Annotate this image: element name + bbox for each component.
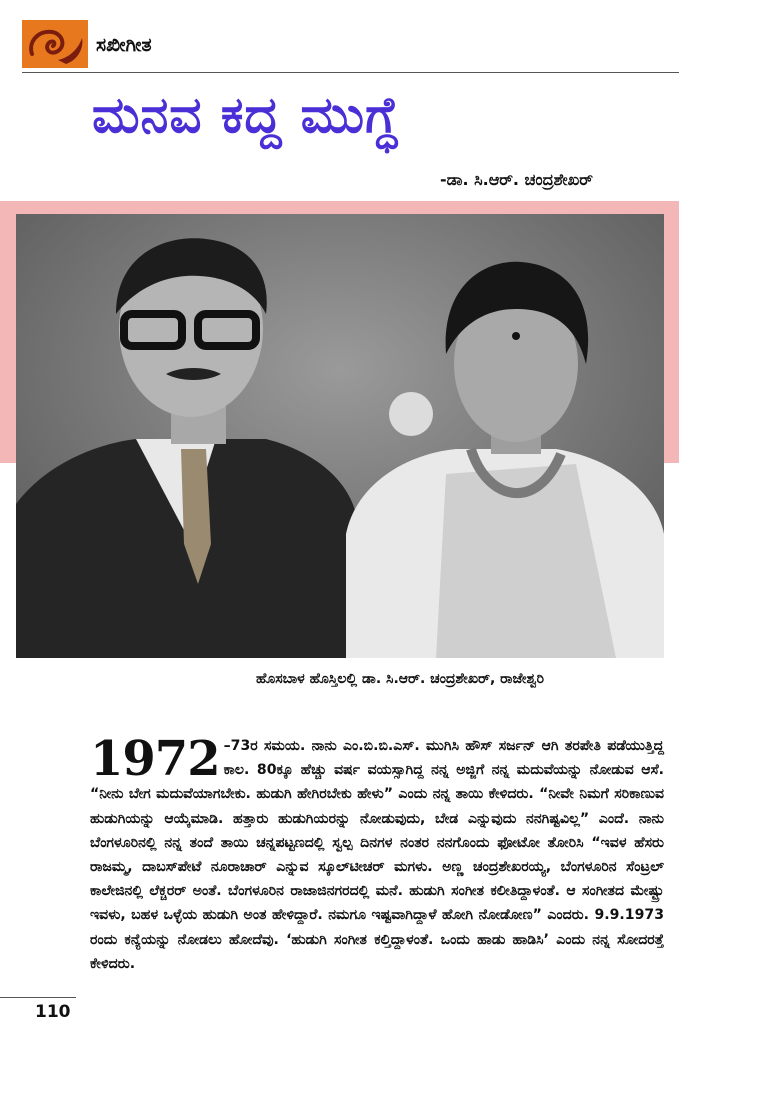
footer-rule xyxy=(0,997,76,998)
article-title: ಮನವ ಕದ್ದ ಮುಗ್ಧೆ xyxy=(92,86,400,144)
header-rule xyxy=(22,72,679,73)
photo-caption: ಹೊಸಬಾಳ ಹೊಸ್ತಿಲಲ್ಲಿ ಡಾ. ಸಿ.ಆರ್. ಚಂದ್ರಶೇಖರ್, ರಾಜೇಶ್ವರಿ xyxy=(256,671,545,687)
body-paragraph: –73ರ ಸಮಯ. ನಾನು ಎಂ.ಬಿ.ಬಿ.ಎಸ್. ಮುಗಿಸಿ ಹೌಸ್ ಸರ್ಜನ್ ಆಗಿ ತರಪೇತಿ ಪಡೆಯುತ್ತಿದ್ದ ಕಾಲ. 80ಕ್ಕೂ ಹೆಚ್ಚು ವರ್ಷ ವಯಸ್ಸಾಗಿದ್ದ ನನ್ನ ಅಜ್ಜಿಗೆ ನನ್ನ ಮದುವೆಯನ್ನು ನೋಡುವ ಆಸೆ. “ನೀನು ಬೇಗ ಮದುವೆಯಾಗಬೇಕು. ಹುಡುಗಿ ಹೇಗಿರಬೇಕು ಹೇಳು” ಎಂದು ನನ್ನ ತಾಯಿ ಕೇಳಿದರು. “ನೀವೇ ನಿಮಗೆ ಸರಿಕಾಣುವ ಹುಡುಗಿಯನ್ನು ಆಯ್ಕೆಮಾಡಿ. ಹತ್ತಾರು ಹುಡುಗಿಯರನ್ನು ನೋಡುವುದು, ಬೇಡ ಎನ್ನುವುದು ನನಗಿಷ್ಟವಿಲ್ಲ” ಎಂದೆ. ನಾನು ಬೆಂಗಳೂರಿನಲ್ಲಿ ನನ್ನ ತಂದೆ ತಾಯಿ ಚನ್ನಪಟ್ಟಣದಲ್ಲಿ ಸ್ವಲ್ಪ ದಿನಗಳ ನಂತರ ನನಗೊಂದು ಫೋಟೋ ತೋರಿಸಿ “ಇವಳ ಹೆಸರು ರಾಜಮ್ಮ, ದಾಬಸ್‌ಪೇಟೆ ನೂರಾಚಾರ್ ಎನ್ನುವ ಸ್ಕೂಲ್‌ಟೀಚರ್ ಮಗಳು. ಅಣ್ಣ ಚಂದ್ರಶೇಖರಯ್ಯ, ಬೆಂಗಳೂರಿನ ಸೆಂಟ್ರಲ್ ಕಾಲೇಜಿನಲ್ಲಿ ಲೆಕ್ಚರರ್ ಅಂತೆ. ಬೆಂಗಳೂರಿನ ರಾಜಾಜಿನಗರದಲ್ಲಿ ಮನೆ. ಹುಡುಗಿ ಸಂಗೀತ ಕಲೀತಿದ್ದಾಳಂತೆ. ಆ ಸಂಗೀತದ ಮೇಷ್ಟ್ರು ಇವಳು, ಬಹಳ ಒಳ್ಳೆಯ ಹುಡುಗಿ ಅಂತ ಹೇಳಿದ್ದಾರೆ. ನಮಗೂ ಇಷ್ಟವಾಗಿದ್ದಾಳೆ ಹೋಗಿ ನೋಡೋಣ” ಎಂದರು. 9.9.1973 ರಂದು ಕನ್ಯೆಯನ್ನು ನೋಡಲು ಹೋದೆವು. ‘ಹುಡುಗಿ ಸಂಗೀತ ಕಲ್ತಿದ್ದಾಳಂತೆ. ಒಂದು ಹಾಡು ಹಾಡಿಸಿ’ ಎಂದು ನನ್ನ ಸೋದರತ್ತೆ ಕೇಳಿದರು. xyxy=(90,738,664,972)
magazine-logo xyxy=(22,20,88,68)
article-body xyxy=(90,731,664,976)
section-name: ಸಖೀಗೀತ xyxy=(96,34,152,56)
page-number: 110 xyxy=(35,1002,71,1022)
couple-photo xyxy=(16,214,664,658)
hair-flowers xyxy=(389,392,433,436)
bindi xyxy=(512,332,520,340)
dropcap-year: 1972 xyxy=(90,731,220,787)
article-byline: -ಡಾ. ಸಿ.ಆರ್. ಚಂದ್ರಶೇಖರ್ xyxy=(440,170,593,189)
